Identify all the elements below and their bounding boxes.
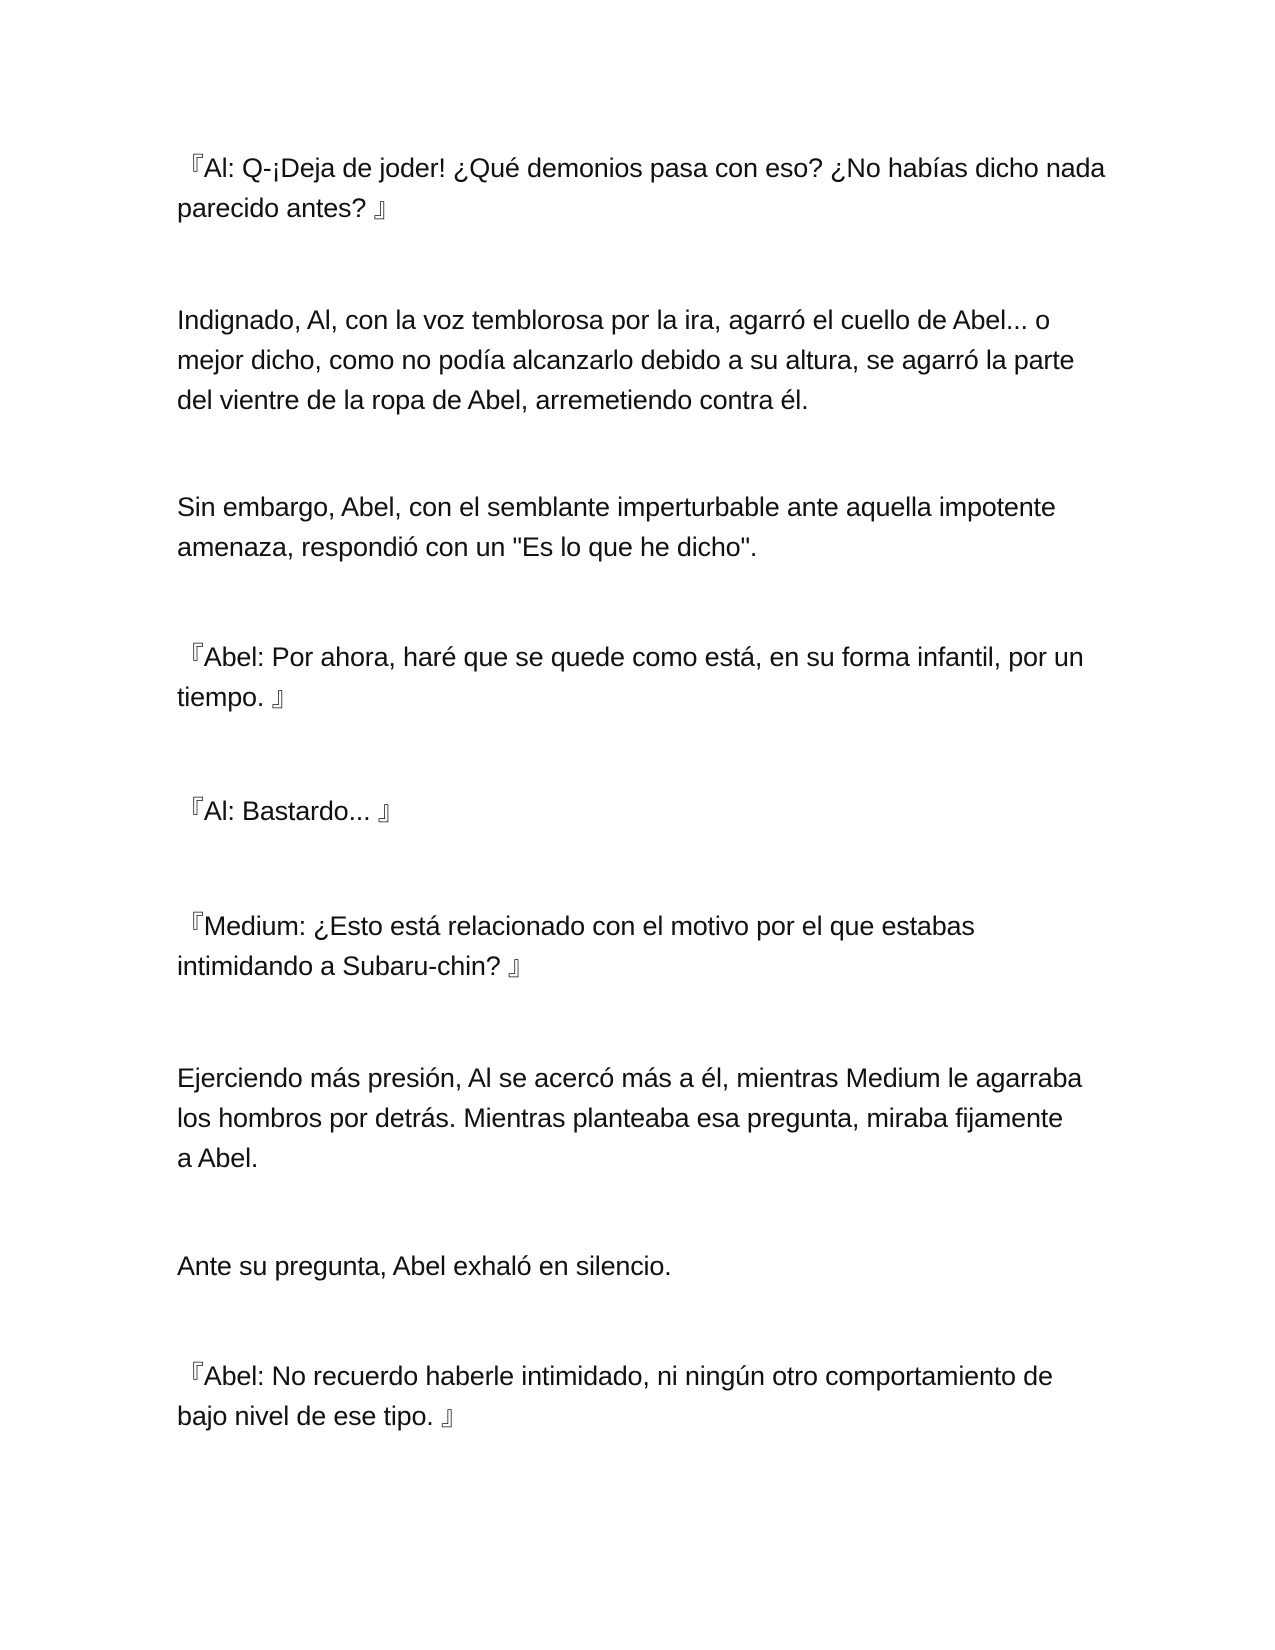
narration-paragraph-1 — [177, 300, 1107, 420]
text-line: 『Medium: ¿Esto está relacionado con el motivo por el que estabas — [177, 911, 975, 941]
text-line: los hombros por detrás. Mientras planteaba esa pregunta, miraba fijamente — [177, 1103, 1063, 1133]
text-line: 『Al: Q-¡Deja de joder! ¿Qué demonios pasa con eso? ¿No habías dicho nada — [177, 153, 1106, 183]
dialogue-al-2 — [177, 791, 1107, 831]
text-line: Sin embargo, Abel, con el semblante imperturbable ante aquella impotente — [177, 492, 1056, 522]
narration-paragraph-4 — [177, 1246, 1107, 1286]
dialogue-medium-1 — [177, 906, 1107, 986]
text-line: bajo nivel de ese tipo. 』 — [177, 1401, 468, 1431]
text-line: intimidando a Subaru-chin? 』 — [177, 951, 535, 981]
text-line: a Abel. — [177, 1143, 259, 1173]
text-line: del vientre de la ropa de Abel, arremetiendo contra él. — [177, 385, 809, 415]
narration-paragraph-3 — [177, 1058, 1107, 1178]
text-line: mejor dicho, como no podía alcanzarlo debido a su altura, se agarró la parte — [177, 345, 1075, 375]
text-line: tiempo. 』 — [177, 682, 299, 712]
text-line: parecido antes? 』 — [177, 193, 401, 223]
text-line: amenaza, respondió con un "Es lo que he dicho". — [177, 532, 758, 562]
dialogue-abel-2 — [177, 1356, 1107, 1436]
text-line: 『Abel: Por ahora, haré que se quede como está, en su forma infantil, por un — [177, 642, 1084, 672]
dialogue-abel-1 — [177, 637, 1107, 717]
dialogue-al-1 — [177, 148, 1107, 228]
text-line: 『Abel: No recuerdo haberle intimidado, ni ningún otro comportamiento de — [177, 1361, 1053, 1391]
text-line: Indignado, Al, con la voz temblorosa por la ira, agarró el cuello de Abel... o — [177, 305, 1050, 335]
narration-paragraph-2 — [177, 487, 1107, 567]
text-line: Ante su pregunta, Abel exhaló en silencio. — [177, 1251, 672, 1281]
text-line: 『Al: Bastardo... 』 — [177, 796, 405, 826]
text-line: Ejerciendo más presión, Al se acercó más a él, mientras Medium le agarraba — [177, 1063, 1083, 1093]
